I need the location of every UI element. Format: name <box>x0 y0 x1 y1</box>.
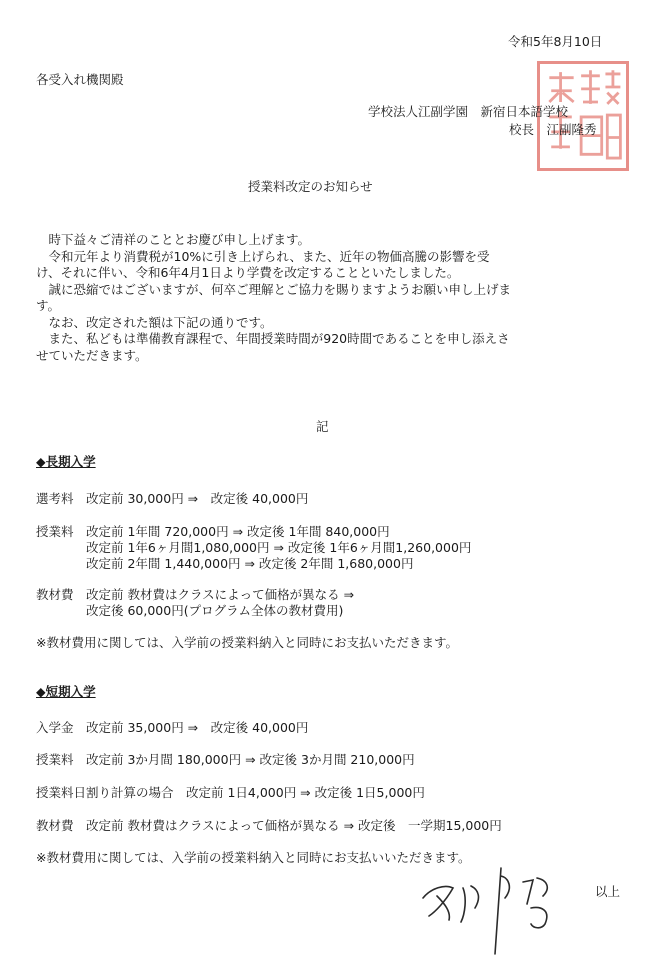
notice-title: 授業料改定のお知らせ <box>248 179 373 194</box>
intro-line: 令和元年より消費税が10%に引き上げられ、また、近年の物価高騰の影響を受 <box>36 248 490 264</box>
short-term-note: ※教材費用に関しては、入学前の授業料納入と同時にお支払いいただきます。 <box>36 850 471 865</box>
sender-organization: 学校法人江副学園 新宿日本語学校 <box>368 104 569 119</box>
long-term-tuition-line: 授業料 改定前 1年間 720,000円 ⇒ 改定後 1年間 840,000円 <box>36 524 390 539</box>
document-date: 令和5年8月10日 <box>508 34 603 49</box>
sender-principal: 校長 江副隆秀 <box>509 122 597 137</box>
long-term-note: ※教材費用に関しては、入学前の授業料納入と同時にお支払いただきます。 <box>36 635 458 650</box>
intro-paragraph <box>36 232 632 364</box>
intro-line: なお、改定された額は下記の通りです。 <box>36 314 273 330</box>
handwritten-signature <box>405 858 605 956</box>
recipient: 各受入れ機関殿 <box>36 72 124 87</box>
intro-line: また、私どもは準備教育課程で、年間授業時間が920時間であることを申し添えさ <box>36 331 510 346</box>
intro-line: け、それに伴い、令和6年4月1日より学費を改定することといたしました。 <box>36 265 460 280</box>
intro-line: 時下益々ご清祥のこととお慶び申し上げます。 <box>36 232 311 247</box>
long-term-selection-fee: 選考料 改定前 30,000円 ⇒ 改定後 40,000円 <box>36 491 309 506</box>
ki-heading: 記 <box>316 419 329 434</box>
short-term-tuition: 授業料 改定前 3か月間 180,000円 ⇒ 改定後 3か月間 210,000円 <box>36 752 415 767</box>
long-term-tuition-line: 改定前 2年間 1,440,000円 ⇒ 改定後 2年間 1,680,000円 <box>36 556 414 571</box>
long-term-materials-line: 教材費 改定前 教材費はクラスによって価格が異なる ⇒ <box>36 587 355 602</box>
intro-line: せていただきます。 <box>36 347 148 363</box>
long-term-tuition-line: 改定前 1年6ヶ月間1,080,000円 ⇒ 改定後 1年6ヶ月間1,260,000円 <box>36 540 472 555</box>
short-term-materials: 教材費 改定前 教材費はクラスによって価格が異なる ⇒ 改定後 一学期15,000円 <box>36 818 502 833</box>
closing-ijo: 以上 <box>595 884 621 899</box>
long-term-materials-line: 改定後 60,000円(プログラム全体の教材費用) <box>36 603 344 618</box>
intro-line: す。 <box>36 298 61 313</box>
long-term-heading: ◆長期入学 <box>36 454 96 469</box>
short-term-daily-rate: 授業料日割り計算の場合 改定前 1日4,000円 ⇒ 改定後 1日5,000円 <box>36 785 425 800</box>
short-term-admission-fee: 入学金 改定前 35,000円 ⇒ 改定後 40,000円 <box>36 720 309 735</box>
short-term-heading: ◆短期入学 <box>36 684 96 699</box>
intro-line: 誠に恐縮ではございますが、何卒ご理解とご協力を賜りますようお願い申し上げま <box>36 281 512 297</box>
